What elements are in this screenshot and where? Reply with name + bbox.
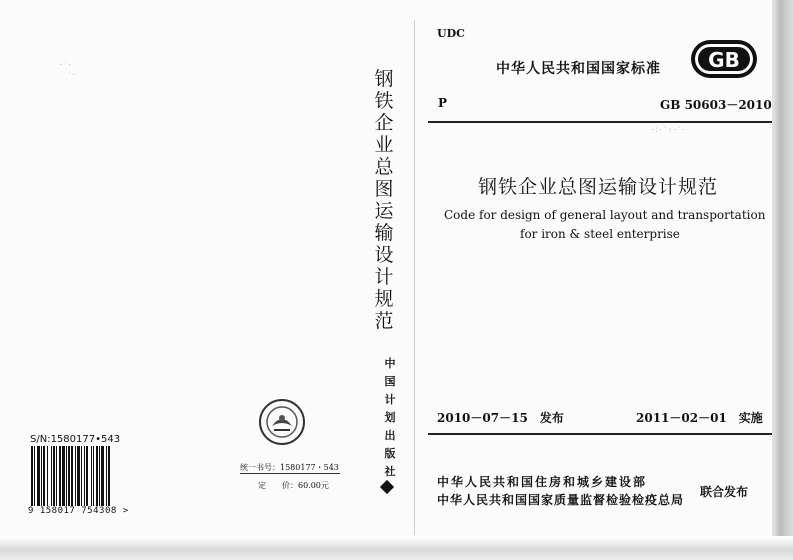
- barcode-bar: [41, 446, 42, 506]
- svg-text:GB: GB: [708, 48, 740, 72]
- gb-logo-icon: [690, 39, 758, 79]
- top-rule: [428, 121, 772, 123]
- barcode-bar: [51, 446, 52, 506]
- classification-letter: P: [438, 96, 448, 110]
- barcode-bar: [108, 446, 110, 506]
- spine-title: 钢铁企业总图运输设计规范: [374, 68, 394, 332]
- unified-book-number: 统一书号：1580177・543: [240, 463, 339, 472]
- spine-fold: [414, 20, 415, 535]
- barcode-bar: [96, 446, 98, 506]
- barcode-bar: [66, 446, 67, 506]
- barcode-bar: [71, 446, 73, 506]
- barcode-bar: [84, 446, 85, 506]
- barcode-digits: 9 158017 754308 >: [28, 506, 129, 516]
- barcode-bar: [68, 446, 70, 506]
- publisher-mark-icon: [380, 480, 394, 494]
- barcode-icon: [30, 446, 128, 506]
- price: 定 价：60.00元: [258, 481, 329, 490]
- barcode-bar: [75, 446, 76, 506]
- barcode-bar: [99, 446, 100, 506]
- barcode-bar: [91, 446, 92, 506]
- barcode-bar: [77, 446, 80, 506]
- barcode-bar: [101, 446, 104, 506]
- joint-issue-label: 联合发布: [700, 485, 749, 499]
- implementation-date: 2011－02－01 实施: [636, 411, 763, 425]
- scan-noise: · ⁚ · ˙ ⁖ · ˙ ·: [652, 127, 685, 134]
- barcode-bar: [37, 446, 40, 506]
- title-english-line-1: Code for design of general layout and transportation: [444, 208, 766, 222]
- standard-number: GB 50603－2010: [660, 98, 772, 112]
- serial-number: S/N:1580177•543: [30, 434, 121, 445]
- barcode-bar: [31, 446, 33, 506]
- scan-noise: ˙ ·: [68, 72, 75, 79]
- bottom-rule: [428, 433, 772, 435]
- barcode-bar: [47, 446, 48, 506]
- scan-noise: · ˙ ·: [60, 62, 71, 69]
- udc-label: UDC: [437, 27, 465, 40]
- issue-date: 2010－07－15 发布: [437, 411, 564, 425]
- barcode-bar: [62, 446, 65, 506]
- barcode-bar: [106, 446, 107, 506]
- barcode-bar: [81, 446, 82, 506]
- issuer-ministry-housing: 中华人民共和国住房和城乡建设部: [437, 475, 648, 489]
- barcode-bar: [34, 446, 35, 506]
- barcode-bar: [53, 446, 55, 506]
- barcode-bar: [86, 446, 88, 506]
- title-english-line-2: for iron & steel enterprise: [520, 227, 680, 241]
- issuer-aqsiq: 中华人民共和国国家质量监督检验检疫总局: [437, 493, 685, 507]
- barcode-bar: [59, 446, 61, 506]
- barcode-bar: [56, 446, 57, 506]
- spine-publisher: 中国计划出版社: [384, 357, 396, 478]
- publisher-seal-icon: [258, 398, 306, 446]
- price-divider: [240, 473, 340, 474]
- barcode-bar: [93, 446, 94, 506]
- scan-edge-bottom: [0, 536, 793, 560]
- national-standard-heading: 中华人民共和国国家标准: [496, 61, 661, 77]
- barcode-bar: [43, 446, 45, 506]
- title-chinese: 钢铁企业总图运输设计规范: [478, 176, 719, 198]
- scan-edge-right: [772, 0, 793, 560]
